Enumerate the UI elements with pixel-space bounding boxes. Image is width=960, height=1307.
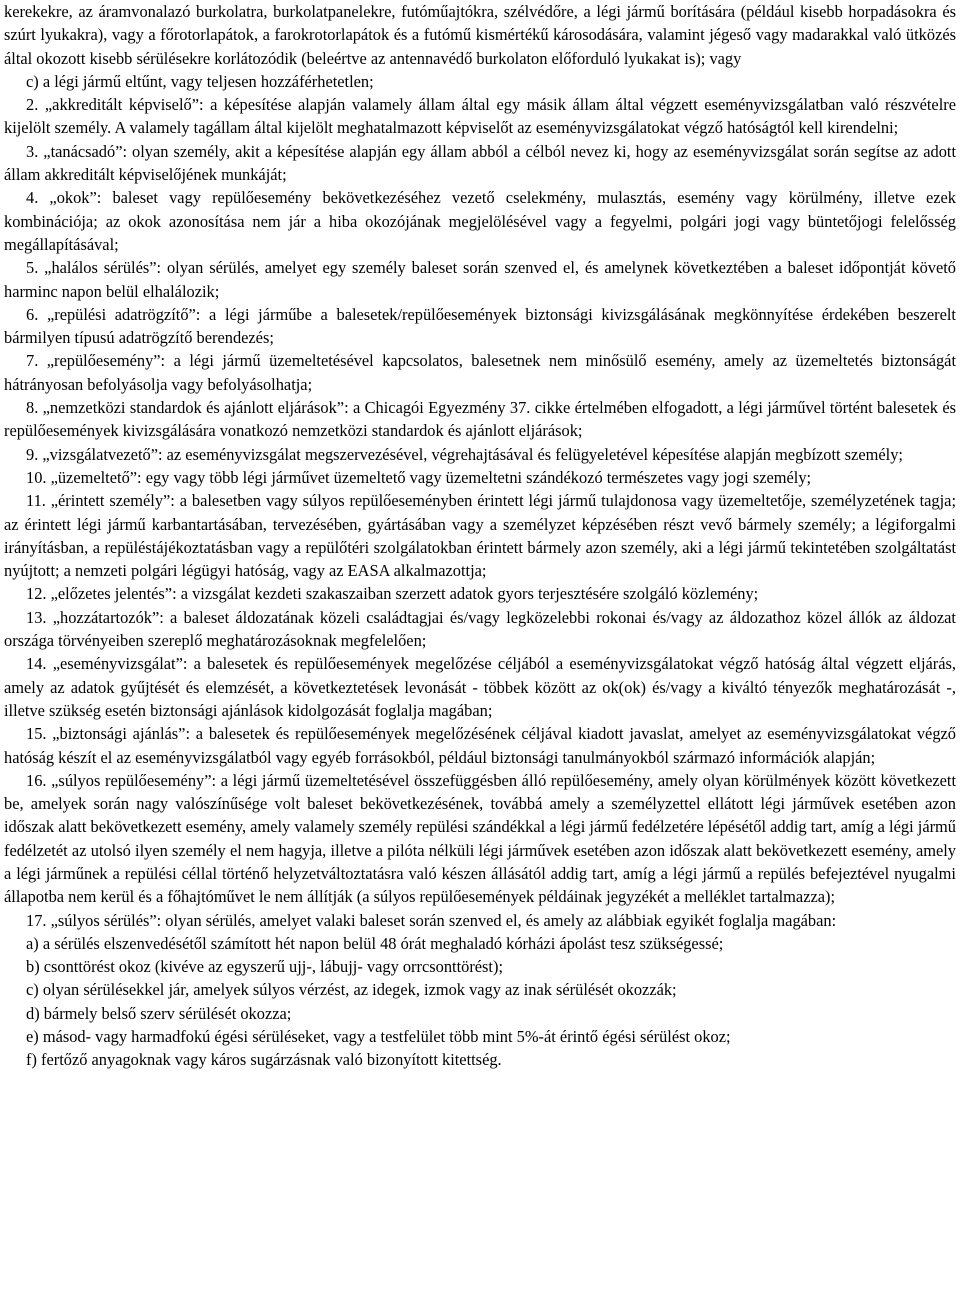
intro-continuation-paragraph: kerekekre, az áramvonalazó burkolatra, burkolatpanelekre, futóműajtókra, szélvédőre, a légi jármű borítására (például kisebb horpadásokra és szúrt lyukakra), vagy a főrotorlapátok, a farokrotorlapátok és a futómű kismértékű károsodására, valamint jégeső vagy madarakkal való ütközés által okozott kisebb sérülésekre korlátozódik (beleértve az antennavédő burkolaton előforduló lyukakat is); vagy [4,2,956,68]
injury-item-f: f) fertőző anyagoknak vagy káros sugárzásnak való bizonyított kitettség. [26,1050,502,1070]
definition-6: 6. „repülési adatrögzítő”: a légi járműbe a balesetek/repülőesemények biztonsági kivizsgálásának megkönnyítése érdekében beszerelt bármilyen típusú adatrögzítő berendezés; [4,304,956,348]
injury-item-d: d) bármely belső szerv sérülését okozza; [26,1003,292,1023]
injury-item-e: e) másod- vagy harmadfokú égési sérüléseket, vagy a testfelület több mint 5%-át érintő égési sérülést okoz; [26,1027,731,1047]
definition-17: 17. „súlyos sérülés”: olyan sérülés, amelyet valaki baleset során szenved el, és amely az alábbiak egyikét foglalja magában: [26,910,837,930]
definition-15: 15. „biztonsági ajánlás”: a balesetek és repülőesemények megelőzésének céljával kiadott javaslat, amelyet az eseményvizsgálatokat végző hatóság készít el az eseményvizsgálatból vagy egyéb forrásokból, például biztonsági tanulmányokból származó információk alapján; [4,724,956,767]
injury-item-b: b) csonttörést okoz (kivéve az egyszerű ujj-, lábujj- vagy orrcsonttörést); [26,957,503,977]
definition-2: 2. „akkreditált képviselő”: a képesítése alapján valamely állam által egy másik állam által végzett eseményvizsgálatban való részvételre kijelölt személy. A valamely tagállam által kijelölt meghatalmazott képviselőt az eseményvizsgálatokat végző hatóságtól kell kirendelni; [4,95,956,138]
definition-4: 4. „okok”: baleset vagy repülőesemény bekövetkezéséhez vezető cselekmény, mulasztás, esemény vagy körülmény, illetve ezek kombinációja; az okok azonosítása nem jár a hiba okozójának megjelölésével vagy a fegyelmi, polgári jogi vagy büntetőjogi felelősség megállapításával; [4,188,956,254]
injury-item-c: c) olyan sérülésekkel jár, amelyek súlyos vérzést, az idegek, izmok vagy az inak sérülését okozzák; [26,980,677,1000]
definition-3: 3. „tanácsadó”: olyan személy, akit a képesítése alapján egy állam abból a célból nevez ki, hogy az eseményvizsgálat során segítse az adott állam akkreditált képviselőjének munkáját; [4,141,956,185]
definition-11: 11. „érintett személy”: a balesetben vagy súlyos repülőeseményben érintett légi jármű tulajdonosa vagy üzemeltetője, személyzetének tagja; az érintett légi jármű karbantartásában, tervezésében, gyártásában vagy a személyzet képzésében részt vevő bármely személy; a légiforgalmi irányításban, a repüléstájékoztatásban vagy a repülőtéri szolgálatokban érintett bármely azon személy, aki a légi jármű tekintetében szolgáltatást nyújtott; a nemzeti polgári légügyi hatóság, vagy az EASA alkalmazottja; [4,491,956,581]
definition-5: 5. „halálos sérülés”: olyan sérülés, amelyet egy személy baleset során szenved el, és amelynek következtében a baleset időpontját követő harminc napon belül elhalálozik; [4,258,956,301]
definition-13: 13. „hozzátartozók”: a baleset áldozatának közeli családtagjai és/vagy legközelebbi rokonai és/vagy az áldozathoz közel állók az áldozat országa törvényeiben szereplő meghatározásoknak megfelelően; [4,607,956,651]
definition-9: 9. „vizsgálatvezető”: az eseményvizsgálat megszervezésével, végrehajtásával és felügyeletével képesítése alapján megbízott személy; [26,444,903,464]
injury-item-a: a) a sérülés elszenvedésétől számított hét napon belül 48 órát meghaladó kórházi ápolást tesz szükségessé; [26,933,724,953]
definition-7: 7. „repülőesemény”: a légi jármű üzemeltetésével kapcsolatos, balesetnek nem minősülő esemény, amely az üzemeltetés biztonságát hátrányosan befolyásolja vagy befolyásolhatja; [4,351,956,394]
definition-10: 10. „üzemeltető”: egy vagy több légi járművet üzemeltető vagy üzemeltetni szándékozó természetes vagy jogi személy; [26,467,812,487]
definition-14: 14. „eseményvizsgálat”: a balesetek és repülőesemények megelőzése céljából a eseményvizsgálatokat végző hatóság által végzett eljárás, amely az adatok gyűjtését és elemzését, a következtetések levonását - többek között az ok(ok) és/vagy a kiváltó tényezők meghatározását -, illetve szükség esetén biztonsági ajánlások kidolgozását foglalja magában; [4,654,956,720]
definition-8: 8. „nemzetközi standardok és ajánlott eljárások”: a Chicagói Egyezmény 37. cikke értelmében elfogadott, a légi járművel történt balesetek és repülőesemények kivizsgálására vonatkozó nemzetközi standardok és ajánlott eljárások; [4,398,956,441]
definition-16: 16. „súlyos repülőesemény”: a légi jármű üzemeltetésével összefüggésben álló repülőesemény, amely olyan körülmények között következett be, amelyek során nagy valószínűsége volt baleset bekövetkezésének, továbbá amely a személyzettel ellátott légi járművek esetében azon időszak alatt bekövetkezett esemény, amely valamely személy repülési szándékkal a légi jármű fedélzetére lépésétől addig tart, amíg a légi jármű fedélzetét az utolsó ilyen személy el nem hagyja, illetve a pilóta nélküli légi járművek esetében azon időszak alatt bekövetkezett esemény, amely a légi járműnek a repülési céllal történő helyzetváltoztatásra való készen állásától addig tart, amíg a légi jármű a repülés befejeztével nyugalmi állapotba nem kerül és a főhajtóművet le nem állítják (a súlyos repülőesemények példáinak jegyzékét a melléklet tartalmazza); [4,770,956,907]
intro-item-c: c) a légi jármű eltűnt, vagy teljesen hozzáférhetetlen; [26,71,374,91]
definition-12: 12. „előzetes jelentés”: a vizsgálat kezdeti szakaszaiban szerzett adatok gyors terjesztésére szolgáló közlemény; [26,584,759,604]
